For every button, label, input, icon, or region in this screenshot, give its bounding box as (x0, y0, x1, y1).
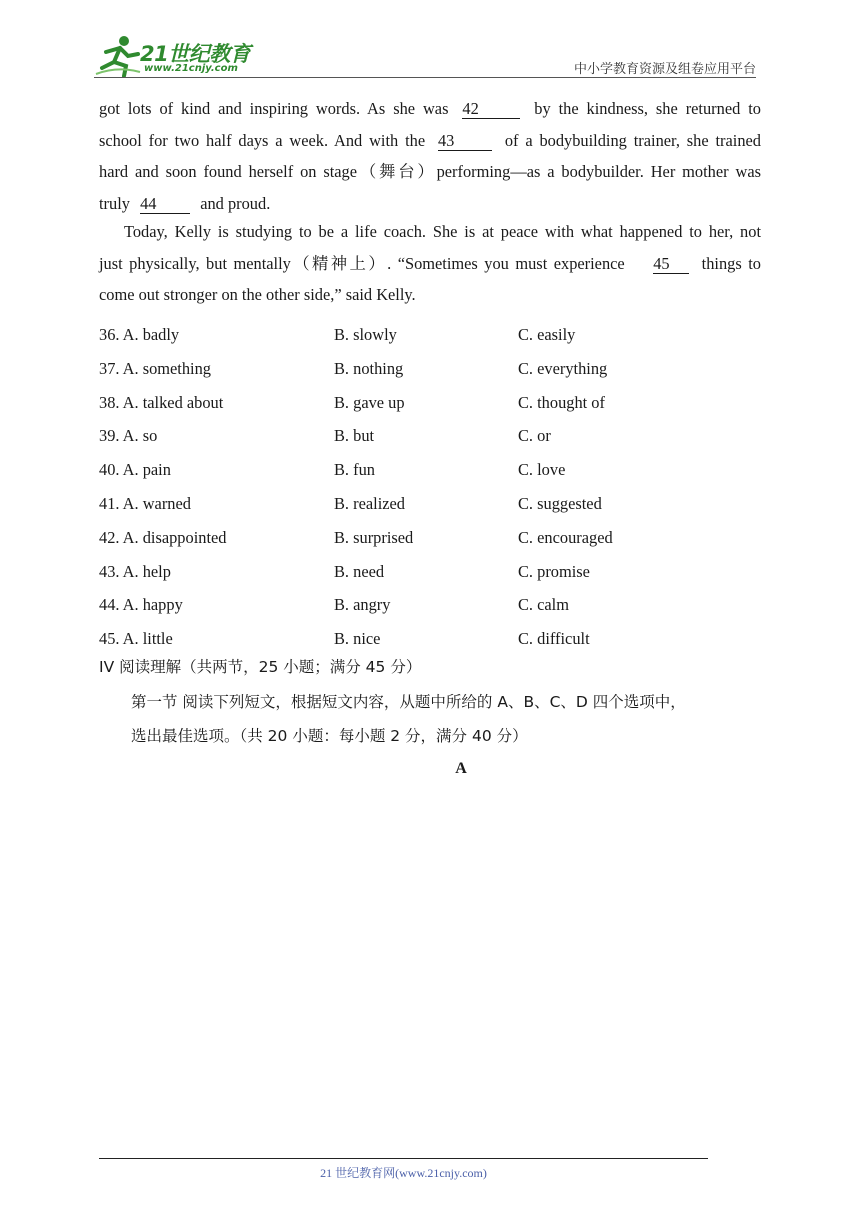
passage-text: and proud. (200, 193, 271, 213)
answer-options (99, 318, 761, 656)
option-b: B. nice (334, 629, 381, 649)
passage-text: got lots of kind and inspiring words. As she was (99, 99, 449, 118)
passage-line (99, 125, 761, 157)
option-a: 43. A. help (99, 561, 171, 581)
option-row-44 (99, 588, 761, 622)
page-header (94, 30, 756, 80)
option-a: 45. A. little (99, 629, 173, 649)
option-b: B. surprised (334, 527, 414, 547)
passage-line (99, 188, 761, 220)
passage-line (99, 93, 761, 125)
option-row-37 (99, 352, 761, 386)
option-row-42 (99, 521, 761, 555)
option-c: C. encouraged (518, 527, 613, 547)
passage-text: just physically, but mentally（精神上）. “Sometimes you must experience (99, 253, 625, 273)
option-c: C. suggested (518, 493, 602, 513)
footer-link[interactable]: 21 世纪教育网(www.21cnjy.com) (320, 1166, 487, 1180)
option-b: B. realized (334, 493, 405, 513)
option-a: 40. A. pain (99, 460, 171, 480)
option-row-40 (99, 453, 761, 487)
passage-label: A (455, 760, 467, 777)
blank-45: 45 (653, 255, 689, 274)
option-b: B. fun (334, 460, 375, 480)
option-a: 42. A. disappointed (99, 527, 227, 547)
option-b: B. need (334, 561, 385, 581)
footer-divider (99, 1158, 708, 1159)
option-a: 44. A. happy (99, 595, 183, 615)
option-c: C. everything (518, 358, 608, 378)
passage-line: come out stronger on the other side,” said Kelly. (99, 285, 416, 304)
section-heading: IV 阅读理解（共两节，25 小题；满分 45 分） (99, 658, 422, 676)
option-a: 39. A. so (99, 426, 158, 446)
platform-name: 中小学教育资源及组卷应用平台 (573, 61, 756, 76)
option-b: B. angry (334, 595, 391, 615)
option-c: C. calm (518, 595, 569, 615)
option-a: 41. A. warned (99, 493, 191, 513)
option-b: B. slowly (334, 325, 397, 344)
option-b: B. nothing (334, 358, 404, 378)
runner-logo-icon (94, 34, 142, 78)
option-c: C. thought of (518, 392, 605, 412)
option-c: C. or (518, 426, 551, 446)
option-row-39 (99, 419, 761, 453)
passage-text: by the kindness, she returned to (534, 99, 761, 118)
logo-text: 21世纪教育 (140, 42, 251, 66)
option-row-38 (99, 386, 761, 420)
option-row-36 (99, 318, 761, 352)
option-a: 38. A. talked about (99, 392, 224, 412)
option-row-45 (99, 622, 761, 656)
passage-text: of a bodybuilding trainer, she trained (504, 130, 761, 150)
passage-line (99, 248, 761, 280)
site-logo[interactable] (94, 34, 264, 78)
passage-text: truly (99, 193, 130, 213)
passage-paragraph-1 (99, 93, 761, 219)
section-instructions-line-1: 第一节 阅读下列短文，根据短文内容，从题中所给的 A、B、C、D 四个选项中， (131, 693, 686, 711)
option-a: 36. A. badly (99, 325, 180, 344)
option-b: B. gave up (334, 392, 405, 412)
blank-42: 42 (462, 100, 520, 119)
option-c: C. difficult (518, 629, 590, 649)
section-instructions-line-2: 选出最佳选项。（共 20 小题：每小题 2 分，满分 40 分） (131, 727, 528, 745)
blank-44: 44 (140, 195, 190, 214)
header-divider (94, 77, 756, 78)
option-a: 37. A. something (99, 358, 212, 378)
passage-line: Today, Kelly is studying to be a life coach. She is at peace with what happened to her, not (124, 222, 761, 241)
passage-text: things to (701, 253, 761, 273)
option-c: C. promise (518, 561, 590, 581)
option-c: C. easily (518, 325, 576, 344)
option-row-41 (99, 487, 761, 521)
option-c: C. love (518, 460, 566, 480)
logo-url: www.21cnjy.com (144, 63, 238, 74)
blank-43: 43 (438, 132, 492, 151)
passage-paragraph-2 (99, 216, 761, 311)
option-row-43 (99, 555, 761, 589)
option-b: B. but (334, 426, 375, 446)
passage-text: school for two half days a week. And with the (99, 130, 426, 150)
passage-line: hard and soon found herself on stage（舞台）performing—as a bodybuilder. Her mother was (99, 162, 761, 181)
